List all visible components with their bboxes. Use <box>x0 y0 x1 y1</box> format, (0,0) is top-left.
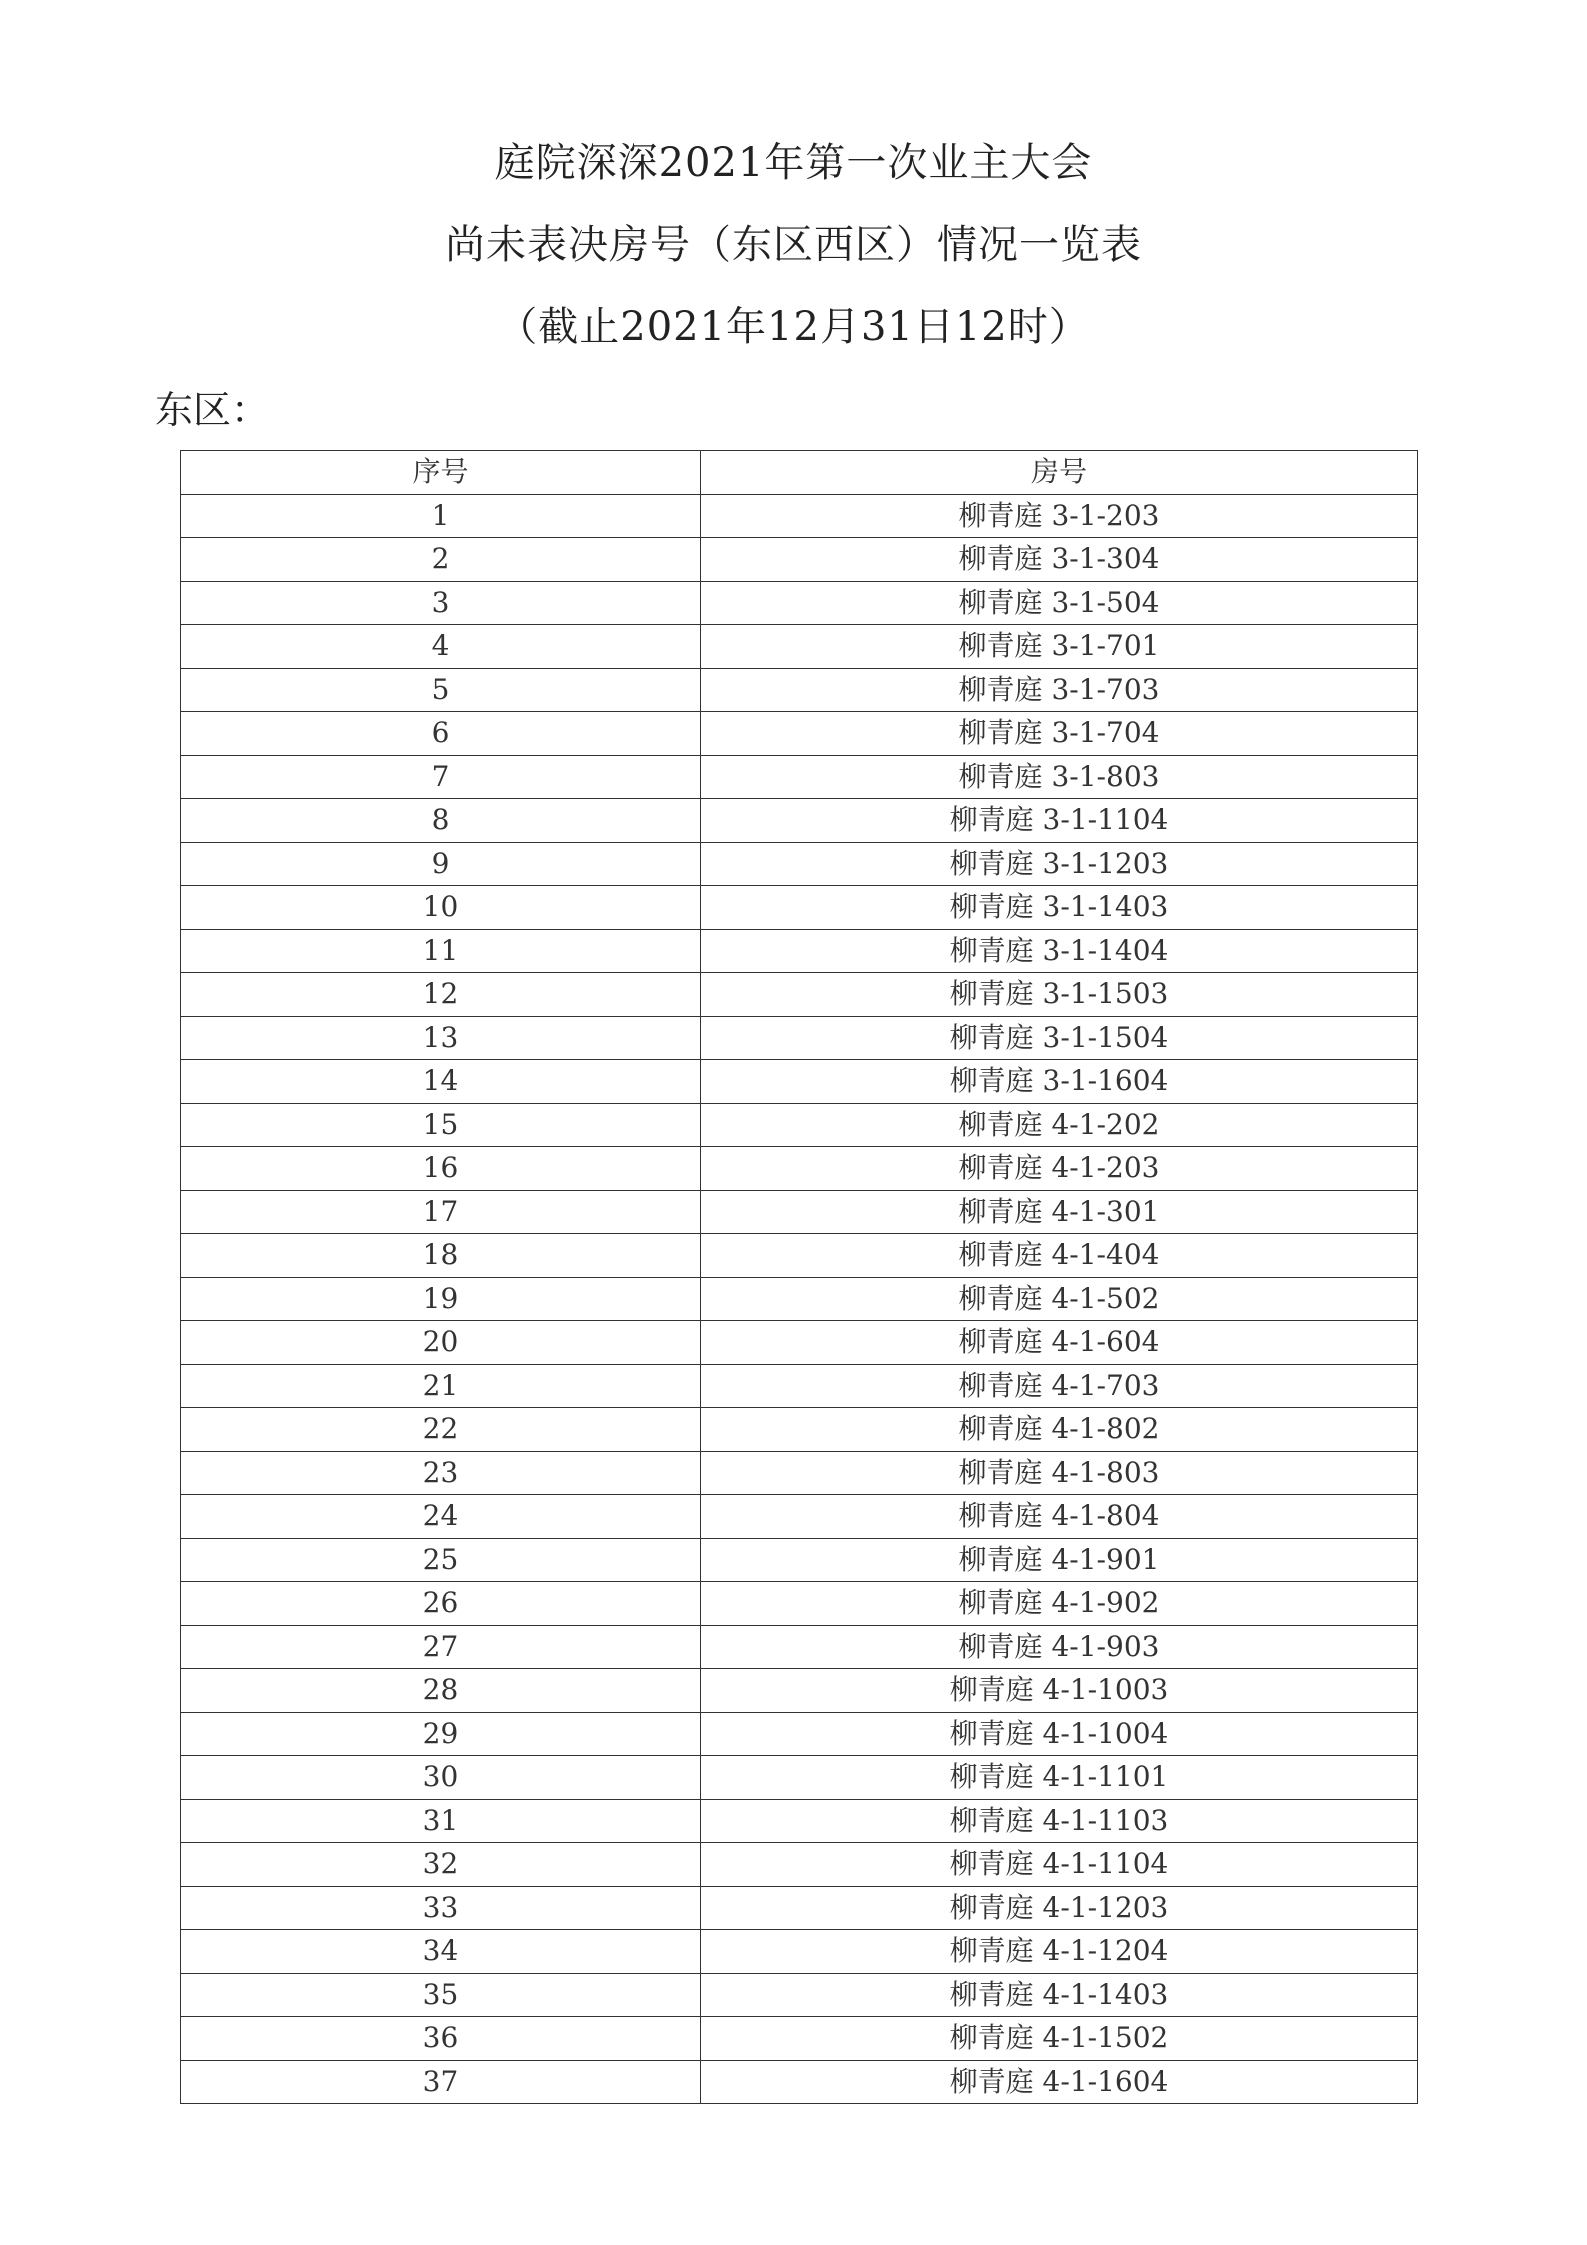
table-row <box>181 1364 1418 1408</box>
cell-room-number: 柳青庭 4-1-1003 <box>701 1669 1418 1713</box>
cell-serial-number: 34 <box>181 1930 701 1974</box>
table-row <box>181 799 1418 843</box>
table-row <box>181 1451 1418 1495</box>
cell-serial-number: 20 <box>181 1321 701 1365</box>
cell-serial-number: 26 <box>181 1582 701 1626</box>
cell-serial-number: 36 <box>181 2017 701 2061</box>
cell-serial-number: 18 <box>181 1234 701 1278</box>
unvoted-rooms-table <box>180 450 1418 2104</box>
cell-serial-number: 16 <box>181 1147 701 1191</box>
cell-room-number: 柳青庭 3-1-703 <box>701 668 1418 712</box>
table-row <box>181 1843 1418 1887</box>
cell-room-number: 柳青庭 4-1-803 <box>701 1451 1418 1495</box>
table-row <box>181 1190 1418 1234</box>
cell-room-number: 柳青庭 3-1-1604 <box>701 1060 1418 1104</box>
cell-room-number: 柳青庭 4-1-1101 <box>701 1756 1418 1800</box>
cell-serial-number: 19 <box>181 1277 701 1321</box>
cell-serial-number: 9 <box>181 842 701 886</box>
cell-serial-number: 23 <box>181 1451 701 1495</box>
cell-room-number: 柳青庭 4-1-203 <box>701 1147 1418 1191</box>
cell-room-number: 柳青庭 4-1-1604 <box>701 2060 1418 2104</box>
cell-room-number: 柳青庭 3-1-704 <box>701 712 1418 756</box>
table-row <box>181 1234 1418 1278</box>
cell-serial-number: 8 <box>181 799 701 843</box>
table-row <box>181 581 1418 625</box>
table-row <box>181 538 1418 582</box>
table-row <box>181 2017 1418 2061</box>
table-row <box>181 625 1418 669</box>
cell-serial-number: 30 <box>181 1756 701 1800</box>
table-header-row <box>181 451 1418 495</box>
cell-room-number: 柳青庭 3-1-803 <box>701 755 1418 799</box>
cell-serial-number: 14 <box>181 1060 701 1104</box>
cell-room-number: 柳青庭 4-1-604 <box>701 1321 1418 1365</box>
table-row <box>181 1147 1418 1191</box>
table-row <box>181 1277 1418 1321</box>
cell-serial-number: 31 <box>181 1799 701 1843</box>
table-row <box>181 1669 1418 1713</box>
cell-room-number: 柳青庭 3-1-1503 <box>701 973 1418 1017</box>
table-row <box>181 1886 1418 1930</box>
header-serial-number: 序号 <box>181 451 701 495</box>
cell-serial-number: 22 <box>181 1408 701 1452</box>
table-row <box>181 755 1418 799</box>
table-row <box>181 1321 1418 1365</box>
cell-room-number: 柳青庭 4-1-703 <box>701 1364 1418 1408</box>
cell-room-number: 柳青庭 4-1-903 <box>701 1625 1418 1669</box>
table-row <box>181 1756 1418 1800</box>
table-row <box>181 494 1418 538</box>
cell-room-number: 柳青庭 4-1-1204 <box>701 1930 1418 1974</box>
table-row <box>181 973 1418 1017</box>
cell-serial-number: 37 <box>181 2060 701 2104</box>
cell-room-number: 柳青庭 4-1-901 <box>701 1538 1418 1582</box>
cell-serial-number: 4 <box>181 625 701 669</box>
cell-room-number: 柳青庭 4-1-1403 <box>701 1973 1418 2017</box>
cell-serial-number: 12 <box>181 973 701 1017</box>
cell-room-number: 柳青庭 4-1-202 <box>701 1103 1418 1147</box>
section-label-east: 东区： <box>155 388 270 432</box>
cell-room-number: 柳青庭 4-1-1203 <box>701 1886 1418 1930</box>
table-row <box>181 1103 1418 1147</box>
cell-serial-number: 29 <box>181 1712 701 1756</box>
cell-serial-number: 25 <box>181 1538 701 1582</box>
cell-serial-number: 6 <box>181 712 701 756</box>
cell-room-number: 柳青庭 3-1-504 <box>701 581 1418 625</box>
title-line-2: 尚未表决房号（东区西区）情况一览表 <box>445 222 1142 268</box>
cell-room-number: 柳青庭 3-1-203 <box>701 494 1418 538</box>
cell-room-number: 柳青庭 4-1-1104 <box>701 1843 1418 1887</box>
cell-room-number: 柳青庭 4-1-404 <box>701 1234 1418 1278</box>
table-row <box>181 712 1418 756</box>
table-row <box>181 1973 1418 2017</box>
cell-room-number: 柳青庭 4-1-301 <box>701 1190 1418 1234</box>
cell-room-number: 柳青庭 4-1-502 <box>701 1277 1418 1321</box>
cell-room-number: 柳青庭 3-1-701 <box>701 625 1418 669</box>
cell-room-number: 柳青庭 3-1-1203 <box>701 842 1418 886</box>
table-body <box>181 494 1418 2104</box>
cell-serial-number: 13 <box>181 1016 701 1060</box>
document-title <box>0 122 1587 368</box>
cell-serial-number: 32 <box>181 1843 701 1887</box>
cell-serial-number: 5 <box>181 668 701 712</box>
title-line-3: （截止2021年12月31日12时） <box>497 304 1090 350</box>
cell-room-number: 柳青庭 3-1-1403 <box>701 886 1418 930</box>
cell-room-number: 柳青庭 4-1-902 <box>701 1582 1418 1626</box>
table-row <box>181 1495 1418 1539</box>
table-row <box>181 1538 1418 1582</box>
table-row <box>181 886 1418 930</box>
table-row <box>181 1799 1418 1843</box>
cell-serial-number: 10 <box>181 886 701 930</box>
cell-room-number: 柳青庭 4-1-804 <box>701 1495 1418 1539</box>
cell-serial-number: 7 <box>181 755 701 799</box>
table-row <box>181 842 1418 886</box>
cell-room-number: 柳青庭 3-1-304 <box>701 538 1418 582</box>
cell-serial-number: 35 <box>181 1973 701 2017</box>
table-row <box>181 1060 1418 1104</box>
cell-serial-number: 2 <box>181 538 701 582</box>
table-row <box>181 1016 1418 1060</box>
cell-room-number: 柳青庭 3-1-1404 <box>701 929 1418 973</box>
table-row <box>181 1625 1418 1669</box>
cell-room-number: 柳青庭 4-1-1502 <box>701 2017 1418 2061</box>
cell-room-number: 柳青庭 4-1-1004 <box>701 1712 1418 1756</box>
cell-room-number: 柳青庭 4-1-802 <box>701 1408 1418 1452</box>
title-line-1: 庭院深深2021年第一次业主大会 <box>494 140 1093 186</box>
table-row <box>181 668 1418 712</box>
cell-serial-number: 3 <box>181 581 701 625</box>
cell-room-number: 柳青庭 4-1-1103 <box>701 1799 1418 1843</box>
cell-serial-number: 27 <box>181 1625 701 1669</box>
cell-serial-number: 28 <box>181 1669 701 1713</box>
table-row <box>181 1930 1418 1974</box>
cell-serial-number: 15 <box>181 1103 701 1147</box>
table-row <box>181 929 1418 973</box>
table-row <box>181 1712 1418 1756</box>
table-row <box>181 1582 1418 1626</box>
cell-room-number: 柳青庭 3-1-1504 <box>701 1016 1418 1060</box>
cell-room-number: 柳青庭 3-1-1104 <box>701 799 1418 843</box>
cell-serial-number: 21 <box>181 1364 701 1408</box>
cell-serial-number: 11 <box>181 929 701 973</box>
cell-serial-number: 33 <box>181 1886 701 1930</box>
table-row <box>181 2060 1418 2104</box>
header-room-number: 房号 <box>701 451 1418 495</box>
cell-serial-number: 1 <box>181 494 701 538</box>
table-row <box>181 1408 1418 1452</box>
cell-serial-number: 17 <box>181 1190 701 1234</box>
cell-serial-number: 24 <box>181 1495 701 1539</box>
